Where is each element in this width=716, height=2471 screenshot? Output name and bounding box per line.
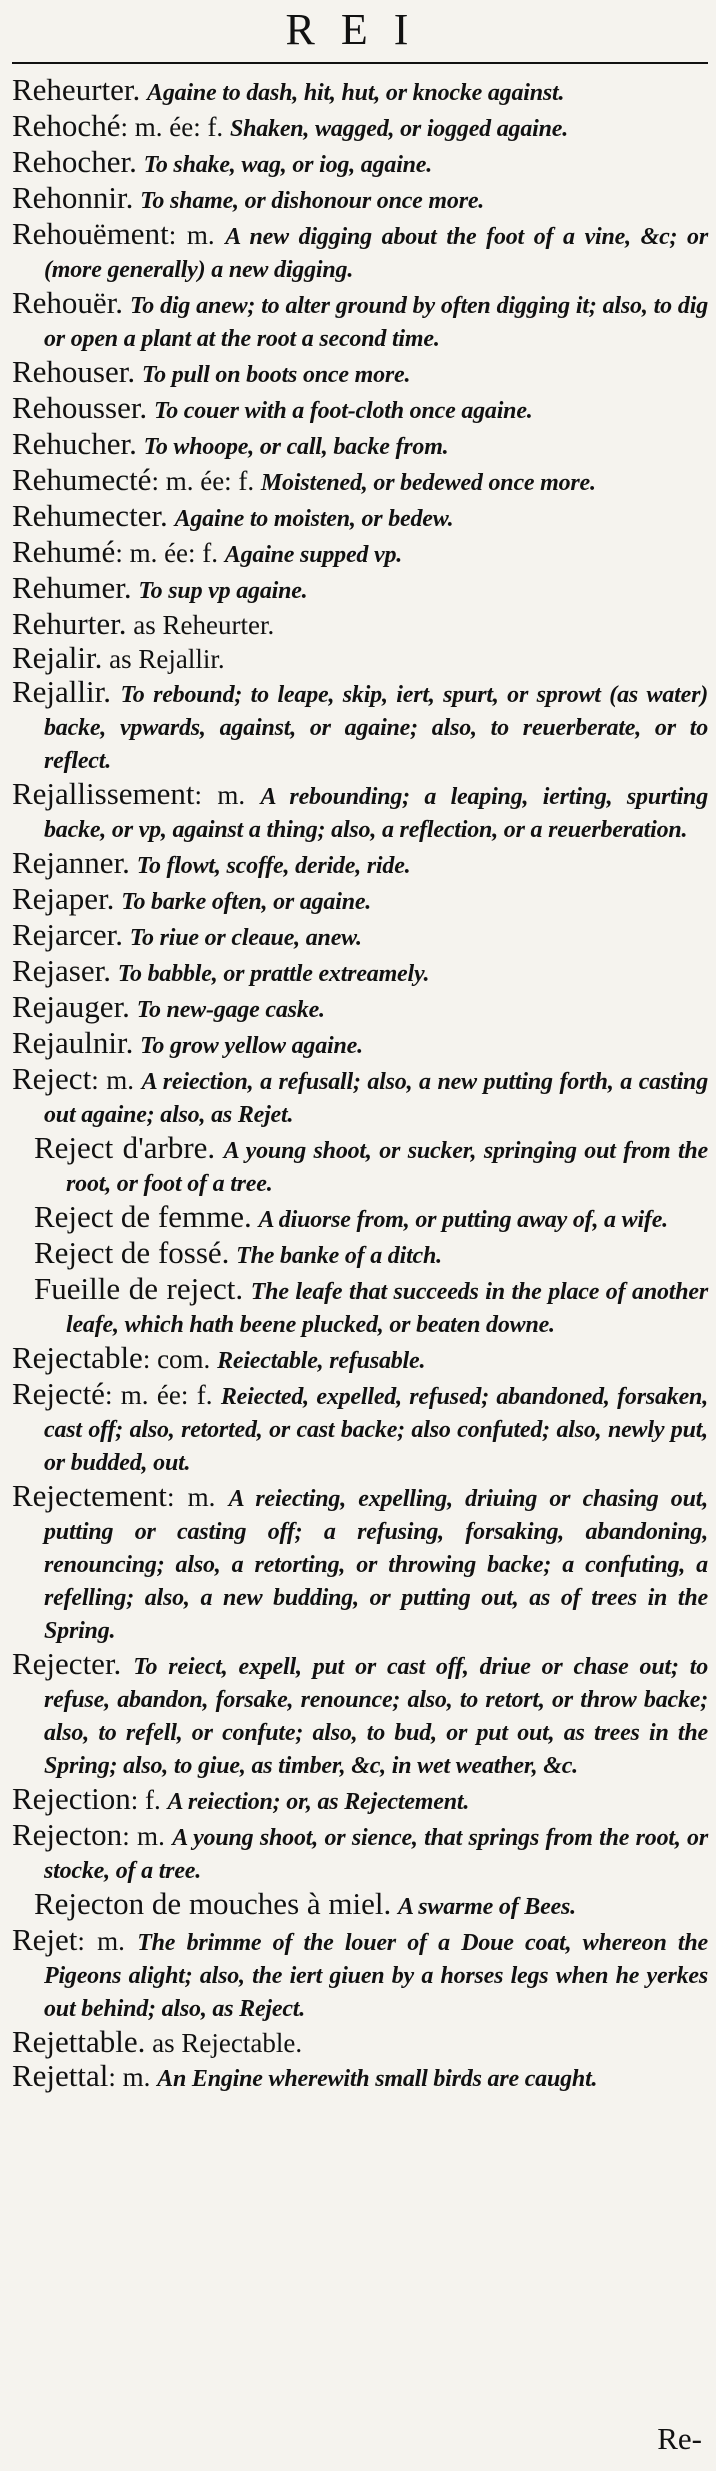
dictionary-entry	[12, 1063, 708, 1131]
dictionary-entry	[12, 1924, 708, 2025]
entry-headword: Reject	[12, 1061, 92, 1096]
entry-definition: A reiection; or, as Rejectement.	[167, 1789, 470, 1815]
entry-definition: A diuorse from, or putting away of, a wife.	[258, 1207, 668, 1233]
catchword: Re-	[657, 2421, 702, 2456]
dictionary-entry	[12, 428, 708, 463]
dictionary-entry	[12, 991, 708, 1026]
dictionary-entry	[12, 608, 708, 641]
entry-grammar: : m.	[166, 1482, 216, 1512]
entry-headword: Rejaper.	[12, 881, 115, 916]
entry-list	[12, 74, 708, 2095]
entry-headword: Rehouser.	[12, 354, 136, 389]
entry-headword: Rejaser.	[12, 953, 111, 988]
entry-definition: A reiection, a refusall; also, a new putting forth, a casting out againe; also, as Rejet.	[44, 1069, 709, 1128]
entry-definition: To rebound; to leape, skip, iert, spurt, or sprowt (as water) backe, vpwards, against, or againe; also, to reuerberate, or to reflect.	[44, 682, 709, 774]
entry-headword: Rejaulnir.	[12, 1025, 134, 1060]
entry-headword: Rehocher.	[12, 144, 137, 179]
dictionary-entry	[12, 572, 708, 607]
page-header: REI	[285, 4, 435, 54]
entry-headword: Rehumecté	[12, 462, 152, 497]
entry-headword: Rehousser.	[12, 390, 148, 425]
dictionary-entry	[12, 2060, 708, 2095]
dictionary-entry	[12, 500, 708, 535]
entry-grammar: as Rejallir.	[109, 644, 225, 674]
entry-headword: Rehoché	[12, 108, 121, 143]
entry-headword: Rehucher.	[12, 426, 137, 461]
entry-headword: Rejectable	[12, 1340, 143, 1375]
entry-headword: Reject de femme.	[34, 1199, 252, 1234]
entry-definition: To whoope, or call, backe from.	[143, 434, 449, 460]
entry-grammar: : f.	[130, 1785, 161, 1815]
entry-definition: A reiecting, expelling, driuing or chasing out, putting or casting off; a refusing, forsaking, abandoning, renouncing; also, a retorting, or throwing backe; a confuting, a refelling; also, a new budding, or putting out, as of trees in the Spring.	[44, 1486, 708, 1644]
entry-definition: To babble, or prattle extreamely.	[117, 961, 430, 987]
entry-headword: Rehouër.	[12, 285, 124, 320]
header-rule	[12, 62, 708, 64]
dictionary-entry	[12, 919, 708, 954]
dictionary-entry	[12, 1888, 708, 1923]
entry-definition: Againe to moisten, or bedew.	[174, 506, 454, 532]
dictionary-entry	[12, 182, 708, 217]
entry-definition: To shame, or dishonour once more.	[140, 188, 485, 214]
dictionary-entry	[12, 1237, 708, 1272]
entry-grammar: : m.	[194, 780, 246, 810]
entry-grammar: : m.	[77, 1926, 125, 1956]
entry-grammar: : com.	[142, 1344, 211, 1374]
entry-headword: Rejecté	[12, 1376, 105, 1411]
entry-definition: A new digging about the foot of a vine, &c; or (more generally) a new digging.	[44, 224, 708, 283]
dictionary-entry	[12, 1201, 708, 1236]
entry-headword: Reheurter.	[12, 72, 141, 107]
entry-headword: Rehumé	[12, 534, 116, 569]
dictionary-entry	[12, 287, 708, 355]
entry-definition: A young shoot, or sience, that springs from the root, or stocke, of a tree.	[44, 1825, 709, 1884]
entry-headword: Rejecter.	[12, 1646, 122, 1681]
entry-headword: Rejanner.	[12, 845, 130, 880]
entry-definition: A rebounding; a leaping, ierting, spurting backe, or vp, against a thing; also, a reflection, or a reuerberation.	[44, 784, 708, 843]
dictionary-entry	[12, 642, 708, 675]
dictionary-entry	[12, 110, 708, 145]
entry-headword: Rejecton	[12, 1817, 123, 1852]
dictionary-entry	[12, 1480, 708, 1647]
entry-grammar: : m.	[108, 2062, 151, 2092]
entry-grammar: : m.	[91, 1065, 135, 1095]
dictionary-entry	[12, 1027, 708, 1062]
entry-headword: Rejettable.	[12, 2024, 146, 2059]
dictionary-entry	[12, 676, 708, 777]
entry-headword: Rehurter.	[12, 606, 127, 641]
entry-definition: To pull on boots once more.	[141, 362, 411, 388]
entry-definition: Againe to dash, hit, hut, or knocke against.	[147, 80, 565, 106]
entry-definition: To reiect, expell, put or cast off, driue or chase out; to refuse, abandon, forsake, renounce; also, to retort, or throw backe; also, to refell, or confute; also, to bud, or put out, as trees in the Spring; also, to giue, as timber, &c, in wet weather, &c.	[44, 1654, 708, 1779]
entry-headword: Reject de fossé.	[34, 1235, 230, 1270]
dictionary-entry	[12, 1273, 708, 1341]
entry-definition: To riue or cleaue, anew.	[129, 925, 362, 951]
dictionary-entry	[12, 883, 708, 918]
dictionary-entry	[12, 74, 708, 109]
entry-definition: To barke often, or againe.	[121, 889, 372, 915]
entry-headword: Rejauger.	[12, 989, 130, 1024]
entry-headword: Rejalir.	[12, 640, 103, 675]
entry-headword: Rejarcer.	[12, 917, 124, 952]
entry-definition: To dig anew; to alter ground by often digging it; also, to dig or open a plant at the root a second time.	[44, 293, 708, 352]
entry-grammar: as Rejectable.	[152, 2028, 303, 2058]
entry-headword: Reject d'arbre.	[34, 1130, 216, 1165]
dictionary-entry	[12, 1648, 708, 1782]
entry-definition: Moistened, or bedewed once more.	[260, 470, 596, 496]
entry-grammar: : m.	[168, 220, 215, 250]
dictionary-entry	[12, 955, 708, 990]
entry-grammar: : m. ée: f.	[151, 466, 255, 496]
dictionary-entry	[12, 847, 708, 882]
entry-grammar: : m.	[122, 1821, 165, 1851]
entry-grammar: : m. ée: f.	[115, 538, 219, 568]
dictionary-entry	[12, 1132, 708, 1200]
entry-definition: To flowt, scoffe, deride, ride.	[136, 853, 411, 879]
entry-grammar: as Reheurter.	[133, 610, 275, 640]
dictionary-entry	[12, 1342, 708, 1377]
entry-definition: A swarme of Bees.	[398, 1894, 576, 1920]
dictionary-entry	[12, 2026, 708, 2059]
entry-headword: Rejettal	[12, 2058, 109, 2093]
dictionary-entry	[12, 392, 708, 427]
dictionary-entry	[12, 356, 708, 391]
entry-definition: The banke of a ditch.	[236, 1243, 442, 1269]
entry-definition: The brimme of the louer of a Doue coat, whereon the Pigeons alight; also, the iert giuen by a horses legs when he yerkes out behind; also, as Reject.	[44, 1930, 709, 2022]
entry-definition: Shaken, wagged, or iogged againe.	[229, 116, 569, 142]
entry-definition: A young shoot, or sucker, springing out from the root, or foot of a tree.	[66, 1138, 709, 1197]
entry-headword: Fueille de reject.	[34, 1271, 244, 1306]
dictionary-entry	[12, 218, 708, 286]
entry-definition: Reiectable, refusable.	[217, 1348, 426, 1374]
dictionary-entry	[12, 1378, 708, 1479]
entry-headword: Rehouëment	[12, 216, 169, 251]
entry-definition: To sup vp againe.	[138, 578, 308, 604]
entry-definition: Againe supped vp.	[224, 542, 403, 568]
dictionary-entry	[12, 1783, 708, 1818]
dictionary-entry	[12, 536, 708, 571]
entry-headword: Rejection	[12, 1781, 131, 1816]
entry-definition: To new-gage caske.	[136, 997, 325, 1023]
entry-definition: To grow yellow againe.	[140, 1033, 363, 1059]
dictionary-entry	[12, 464, 708, 499]
entry-definition: Reiected, expelled, refused; abandoned, forsaken, cast off; also, retorted, or cast backe; also confuted; also, newly put, or budded, out.	[44, 1384, 709, 1476]
entry-headword: Rejallir.	[12, 674, 112, 709]
entry-headword: Rehumer.	[12, 570, 132, 605]
entry-grammar: : m. ée: f.	[120, 112, 224, 142]
entry-headword: Rejet	[12, 1922, 78, 1957]
entry-definition: To shake, wag, or iog, againe.	[143, 152, 433, 178]
entry-definition: An Engine wherewith small birds are caught.	[157, 2066, 598, 2092]
entry-headword: Rejallissement	[12, 776, 195, 811]
entry-headword: Rehumecter.	[12, 498, 168, 533]
entry-headword: Rehonnir.	[12, 180, 134, 215]
dictionary-entry	[12, 778, 708, 846]
dictionary-entry	[12, 146, 708, 181]
entry-definition: The leafe that succeeds in the place of another leafe, which hath beene plucked, or beaten downe.	[66, 1279, 708, 1338]
entry-headword: Rejecton de mouches à miel.	[34, 1886, 392, 1921]
entry-grammar: : m. ée: f.	[104, 1380, 213, 1410]
dictionary-entry	[12, 1819, 708, 1887]
entry-definition: To couer with a foot-cloth once againe.	[153, 398, 533, 424]
entry-headword: Rejectement	[12, 1478, 167, 1513]
